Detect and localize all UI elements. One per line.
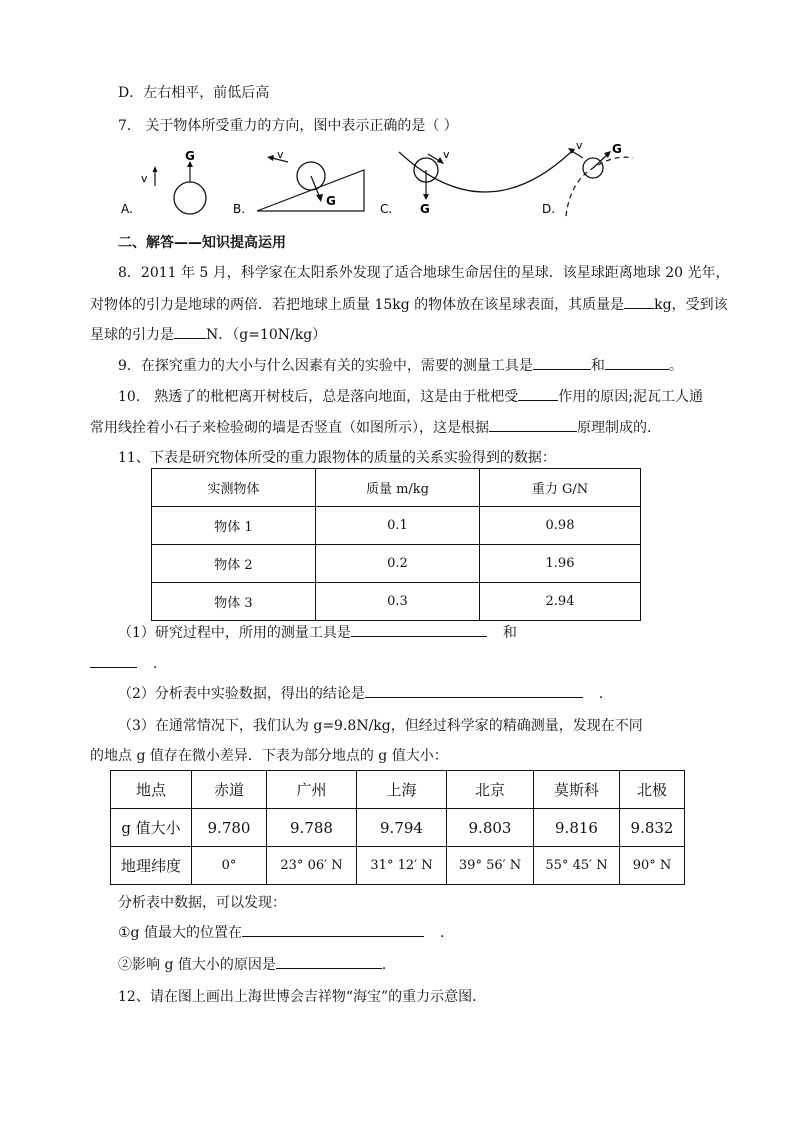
table-cell: 北极: [620, 771, 685, 809]
table-cell: 0.1: [316, 507, 480, 545]
q11-point2-text-b: ．: [381, 957, 396, 973]
q11-sub3-line2: 的地点 g 值存在微小差异．下表为部分地点的 g 值大小：: [90, 748, 448, 764]
velocity-label-a: v: [141, 172, 148, 185]
q8-mass-blank[interactable]: [624, 294, 654, 309]
q8-line2-text-a: 对物体的引力是地球的两倍．若把地球上质量 15kg 的物体放在该星球表面，其质量是: [90, 297, 625, 313]
q11-sub2-blank[interactable]: [365, 683, 583, 698]
table-row-places: [111, 771, 685, 809]
q11-sub1-text-b: 和: [502, 625, 517, 641]
table-cell: 9.803: [447, 809, 534, 847]
q10-line1-text-b: 作用的原因;泥瓦工人通: [558, 389, 703, 405]
table-cell: 55° 45′ N: [534, 847, 620, 885]
table-cell: 23° 06′ N: [267, 847, 357, 885]
q8-line1: 8．2011 年 5 月，科学家在太阳系外发现了适合地球生命居住的星球．该星球距离地球 20 光年，: [118, 265, 730, 281]
table-cell: 0°: [192, 847, 267, 885]
table-cell: 北京: [447, 771, 534, 809]
q8-line3: [90, 324, 326, 344]
q8-line2: [90, 294, 728, 314]
gravity-arrowhead-c: [423, 194, 429, 200]
gravity-label-d: G: [612, 142, 622, 156]
table-header-row: [152, 469, 641, 507]
table-cell: 上海: [357, 771, 447, 809]
table-cell: 物体 2: [152, 545, 316, 583]
table-cell: g 值大小: [111, 809, 192, 847]
table-cell: 地理纬度: [111, 847, 192, 885]
q8-line3-text-b: N．（g=10N/kg）: [206, 327, 327, 343]
q8-line3-text-a: 星球的引力是: [90, 327, 174, 343]
table-cell: 广州: [267, 771, 357, 809]
table-header-cell: 重力 G/N: [480, 469, 641, 507]
q9-blank-1[interactable]: [533, 355, 591, 370]
table-cell: 0.3: [316, 583, 480, 621]
option-b-label: B.: [233, 202, 246, 216]
table-cell: 物体 3: [152, 583, 316, 621]
gravity-label-c: G: [420, 202, 430, 216]
q10-blank-1[interactable]: [518, 386, 558, 401]
q7-stem: 7． 关于物体所受重力的方向，图中表示正确的是（ ）: [118, 118, 458, 134]
table-cell: 9.780: [192, 809, 267, 847]
table-cell: 1.96: [480, 545, 641, 583]
q10-line1: [118, 386, 703, 406]
table-cell: 0.2: [316, 545, 480, 583]
velocity-label-c: v: [443, 148, 450, 161]
q11-sub2-text-a: （2）分析表中实验数据，得出的结论是: [118, 686, 365, 702]
q9: [118, 355, 683, 375]
option-a-label: A.: [121, 202, 133, 216]
q10-blank-2[interactable]: [489, 417, 577, 432]
figure-d: [542, 140, 633, 216]
q9-text-b: 和: [590, 358, 605, 374]
table-row-latitudes: [111, 847, 685, 885]
q11-point2-blank[interactable]: [276, 954, 382, 969]
q10-line2-text-a: 常用线拴着小石子来检验砌的墙是否竖直（如图所示），这是根据: [90, 420, 489, 436]
gravity-arrow-d: [593, 154, 608, 168]
q11-point2-text-a: ②影响 g 值大小的原因是: [118, 957, 276, 973]
option-d-label: D.: [542, 202, 556, 216]
gravity-arrowhead-b: [316, 194, 323, 202]
q12: 12、请在图上画出上海世博会吉祥物“海宝”的重力示意图．: [118, 989, 487, 1005]
table-row: [152, 545, 641, 583]
q8-line2-text-b: kg，受到该: [654, 297, 728, 313]
q11-sub2: [118, 683, 613, 703]
velocity-arrowhead-b: [267, 155, 274, 161]
section-title: 二、解答——知识提高运用: [118, 235, 286, 251]
q10-line2-text-b: 原理制成的．: [577, 420, 661, 436]
q9-text-a: 9．在探究重力的大小与什么因素有关的实验中，需要的测量工具是: [118, 358, 533, 374]
table-cell: 9.794: [357, 809, 447, 847]
q11-sub1-blank-2[interactable]: [90, 653, 137, 668]
q11-stem: 11、下表是研究物体所受的重力跟物体的质量的关系实验得到的数据：: [118, 450, 556, 466]
q11-point1-text-b: ．: [439, 925, 454, 941]
q11-sub1-text-c: ．: [153, 656, 167, 672]
q9-text-c: 。: [668, 358, 683, 374]
q7-figures: [100, 140, 700, 222]
q11-point2: [118, 954, 396, 974]
figure-a: [121, 149, 206, 216]
mass-gravity-table: [151, 468, 641, 621]
q9-blank-2[interactable]: [605, 355, 669, 370]
table-cell: 2.94: [480, 583, 641, 621]
option-c-label: C.: [380, 202, 393, 216]
ball-a: [174, 182, 206, 214]
q11-sub3-line1: （3）在通常情况下，我们认为 g=9.8N/kg，但经过科学家的精确测量，发现在不同: [118, 718, 643, 734]
table-row: [152, 507, 641, 545]
trajectory-d: [566, 157, 633, 216]
q10-line2: [90, 417, 661, 437]
q11-point1-blank[interactable]: [242, 922, 424, 937]
q11-sub1-cont: [90, 653, 167, 673]
q6-option-d: D．左右相平，前低后高: [118, 85, 270, 101]
table-cell: 31° 12′ N: [357, 847, 447, 885]
table-cell: 莫斯科: [534, 771, 620, 809]
table-header-cell: 实测物体: [152, 469, 316, 507]
q11-sub1-blank-1[interactable]: [351, 622, 487, 637]
table-cell: 9.832: [620, 809, 685, 847]
q10-line1-text-a: 10． 熟透了的枇杷离开树枝后，总是落向地面，这是由于枇杷受: [118, 389, 519, 405]
figure-b: [233, 148, 364, 216]
q8-force-blank[interactable]: [174, 324, 206, 339]
q11-analysis: 分析表中数据，可以发现：: [118, 895, 286, 911]
table-cell: 0.98: [480, 507, 641, 545]
velocity-arrowhead-a: [153, 166, 158, 172]
gravity-label-a: G: [185, 149, 195, 163]
q11-sub1-text-a: （1）研究过程中，所用的测量工具是: [118, 625, 351, 641]
q11-sub1: [118, 622, 517, 642]
table-cell: 地点: [111, 771, 192, 809]
table-cell: 9.816: [534, 809, 620, 847]
table-cell: 赤道: [192, 771, 267, 809]
table-row-g-values: [111, 809, 685, 847]
q11-sub2-text-b: ．: [598, 686, 613, 702]
table-header-cell: 质量 m/kg: [316, 469, 480, 507]
table-row: [152, 583, 641, 621]
velocity-label-d: v: [576, 140, 583, 152]
table-cell: 90° N: [620, 847, 685, 885]
gravity-label-b: G: [326, 194, 336, 208]
table-cell: 39° 56′ N: [447, 847, 534, 885]
velocity-label-b: v: [277, 148, 284, 161]
q11-point1: [118, 922, 454, 942]
table-cell: 物体 1: [152, 507, 316, 545]
q11-point1-text-a: ①g 值最大的位置在: [118, 925, 242, 941]
g-value-table: [110, 770, 685, 885]
table-cell: 9.788: [267, 809, 357, 847]
